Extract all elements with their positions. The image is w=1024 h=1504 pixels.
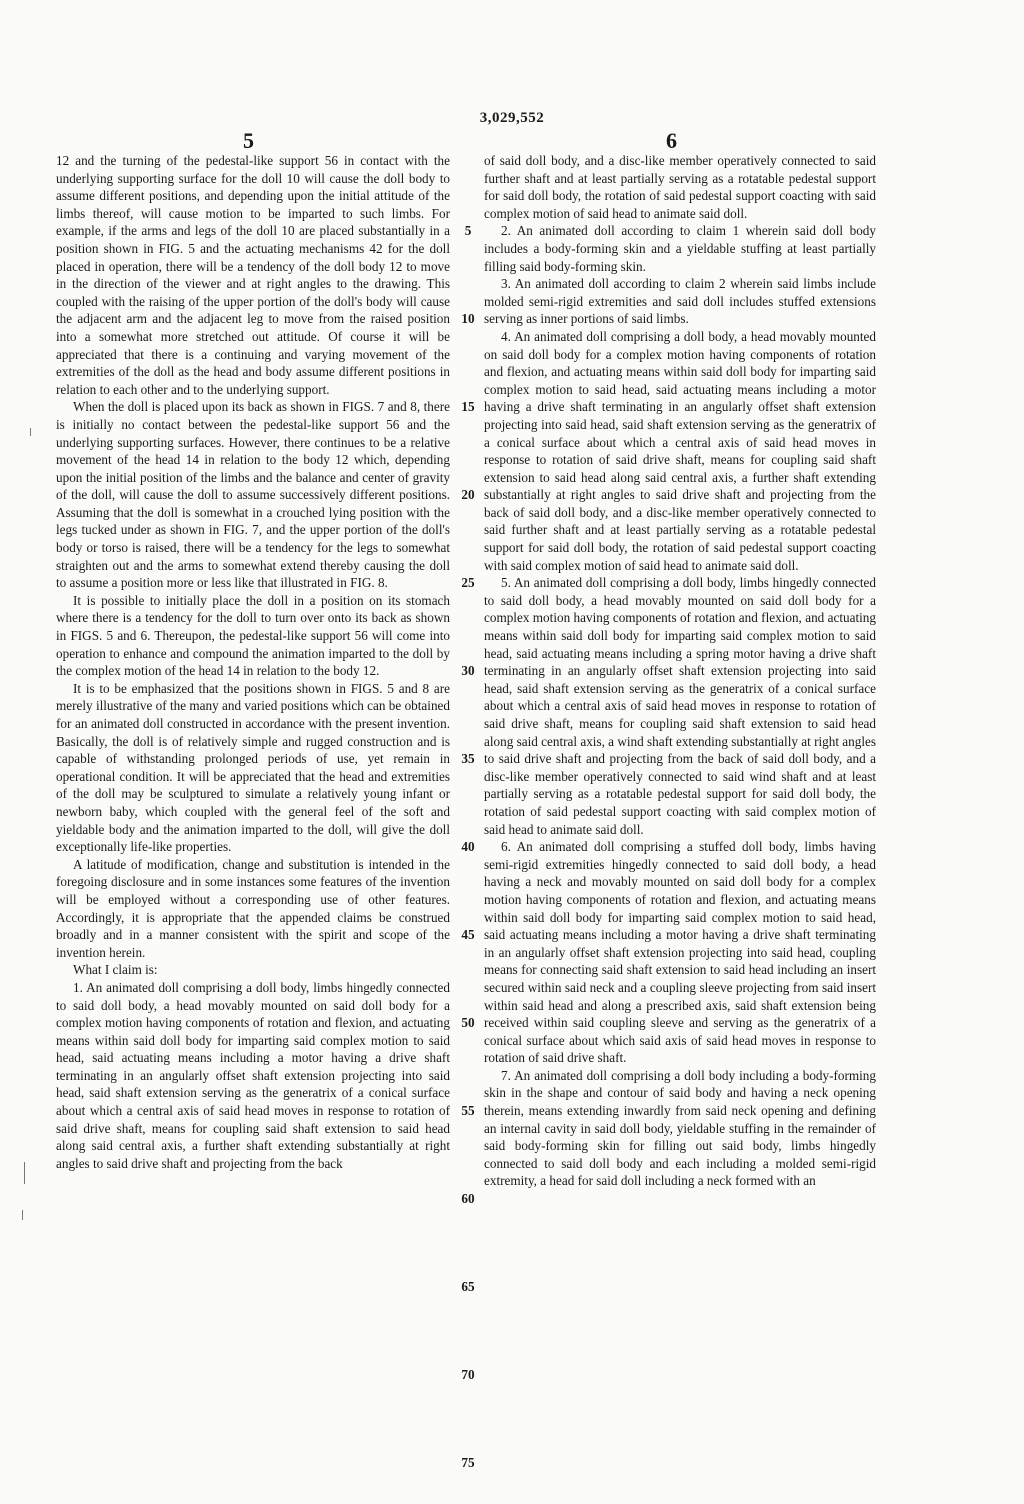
paragraph: What I claim is: (73, 962, 158, 978)
line-number: 30 (461, 663, 475, 679)
column-number-right: 6 (666, 128, 677, 153)
paragraph: 6. An animated doll comprising a stuffed doll body, limbs having semi-rigid extremities hingedly connected to said doll body, a head having a neck and movably mounted on said doll body for a complex motion having components of rotation and flexion, and actuating means within said doll body for imparting said complex motion to said head, said actuating means including a motor having a drive shaft terminating in an angularly offset shaft extension projecting into said head, coupling means for connecting said shaft extension to said head including an insert secured within said neck and a coupling sleeve projecting from said insert within said head and along a prescribed axis, said shaft extension being received within said coupling sleeve and serving as the generatrix of a conical surface about which said axis of said head moves in response to rotation of said drive shaft. (484, 839, 876, 1066)
paragraph: 1. An animated doll comprising a doll body, limbs hingedly connected to said doll body, a head movably mounted on said doll body for a complex motion having components of rotation and flexion, and actuating means within said doll body for imparting said complex motion to said head, said actuating means including a motor having a drive shaft terminating in an angularly offset shaft extension projecting into said head, said shaft extension serving as the generatrix of a conical surface about which a central axis of said head moves in response to rotation of said drive shaft, means for coupling said shaft extension to said head along said central axis, a further shaft extending substantially at right angles to said drive shaft and projecting from the back (56, 979, 450, 1171)
left-text-column (56, 152, 450, 1172)
right-text-column (484, 152, 876, 1190)
line-number: 55 (461, 1103, 475, 1119)
paragraph: 3. An animated doll according to claim 2 wherein said limbs include molded semi-rigid extremities and said doll includes stuffed extensions serving as inner portions of said limbs. (484, 276, 876, 327)
margin-mark (24, 1162, 25, 1184)
line-number: 70 (461, 1367, 475, 1383)
paragraph: 2. An animated doll according to claim 1 wherein said doll body includes a body-forming skin and a yieldable stuffing at least partially filling said body-forming skin. (484, 223, 876, 274)
paragraph: 4. An animated doll comprising a doll body, a head movably mounted on said doll body for a complex motion having components of rotation and flexion, and actuating means within said doll body for imparting said complex motion to said head, said actuating means including a motor having a drive shaft terminating in an angularly offset shaft extension projecting into said head, said shaft extension serving as the generatrix of a conical surface about which a central axis of said head moves in response to rotation of said drive shaft, means for coupling said shaft extension to said head along said central axis, a further shaft extending substantially at right angles to said drive shaft and projecting from the back of said doll body, and a disc-like member operatively connected to said further shaft and at least partially serving as a rotatable pedestal support for said doll body, the rotation of said pedestal support coacting with said complex motion of said head to animate said doll. (484, 328, 876, 573)
paragraph: 7. An animated doll comprising a doll body including a body-forming skin in the shape and contour of said body and having a neck opening therein, means extending inwardly from said neck opening and defining an internal cavity in said doll body, yieldable stuffing in the remainder of said body-forming skin for filling out said body, limbs hingedly connected to said doll body and each including a molded semi-rigid extremity, a head for said doll including a neck formed with an (484, 1067, 876, 1189)
line-number: 75 (461, 1455, 475, 1471)
paragraph: When the doll is placed upon its back as shown in FIGS. 7 and 8, there is initially no contact between the pedestal-like support 56 and the underlying supporting surfaces. However, there continues to be a relative movement of the head 14 in relation to the body 12 which, depending upon the initial position of the limbs and the balance and center of gravity of the doll, will cause the doll to assume successively different positions. Assuming that the doll is somewhat in a crouched lying position with the legs tucked under as shown in FIG. 7, and the upper portion of the doll's body or torso is raised, there will be a tendency for the legs to somewhat straighten out and the arms to somewhat extend thereby causing the doll to assume a position more or less like that illustrated in FIG. 8. (56, 399, 450, 591)
line-number: 5 (464, 223, 472, 239)
paragraph: 5. An animated doll comprising a doll body, limbs hingedly connected to said doll body, a head movably mounted on said doll body for a complex motion having components of rotation and flexion, and actuating means within said doll body for imparting said complex motion to said head, said actuating means including a spring motor having a drive shaft terminating in an angularly offset shaft extension projecting into said head, said shaft extension serving as the generatrix of a conical surface about which a central axis of said head moves in response to rotation of said drive shaft, means for coupling said shaft extension to said head along said central axis, a wind shaft extending substantially at right angles to said drive shaft and projecting from the back of said doll body, and a disc-like member operatively connected to said wind shaft and at least partially serving as a rotatable pedestal support for said doll body, the rotation of said pedestal support coacting with said complex motion of said head to animate said doll. (484, 575, 876, 837)
paragraph: 12 and the turning of the pedestal-like support 56 in contact with the underlying supporting surface for the doll 10 will cause the doll body to assume different positions, and depending upon the initial attitude of the limbs thereof, will cause motion to be imparted to such limbs. For example, if the arms and legs of the doll 10 are placed substantially in a position shown in FIG. 5 and the actuating mechanisms 42 for the doll placed in operation, there will be a tendency of the doll body 12 to move in the direction of the viewer and at right angles to the drawing. This coupled with the raising of the upper portion of the doll's body will cause the adjacent arm and the adjacent leg to move from the raised position into a somewhat more stretched out attitude. Of course it will be appreciated that there is a continuing and varying movement of the extremities of the doll as the head and body assume different positions in relation to each other and to the underlying support. (56, 153, 450, 397)
margin-mark (22, 1210, 23, 1220)
line-number: 35 (461, 751, 475, 767)
line-number: 20 (461, 487, 475, 503)
line-number: 10 (461, 311, 475, 327)
margin-mark (30, 428, 31, 436)
line-number: 15 (461, 399, 475, 415)
patent-number: 3,029,552 (479, 110, 545, 126)
paragraph: A latitude of modification, change and substitution is intended in the foregoing disclosure and in some instances some features of the invention will be employed without a corresponding use of other features. Accordingly, it is appropriate that the appended claims be construed broadly and in a manner consistent with the spirit and scope of the invention herein. (56, 856, 450, 960)
line-number: 40 (461, 839, 475, 855)
paragraph: It is possible to initially place the doll in a position on its stomach where there is a tendency for the doll to turn over onto its back as shown in FIGS. 5 and 6. Thereupon, the pedestal-like support 56 will come into operation to enhance and compound the animation imparted to the doll by the complex motion of the head 14 in relation to the body 12. (56, 592, 450, 679)
paragraph: It is to be emphasized that the positions shown in FIGS. 5 and 8 are merely illustrative of the many and varied positions which can be obtained for an animated doll constructed in accordance with the present invention. Basically, the doll is of relatively simple and rugged construction and is capable of withstanding prolonged periods of use, yet remain in operational condition. It will be appreciated that the head and extremities of the doll may be sculptured to simulate a relatively young infant or newborn baby, which coupled with the general feel of the soft and yieldable body and the animation imparted to the doll, will give the doll exceptionally life-like properties. (56, 680, 450, 855)
paragraph: of said doll body, and a disc-like member operatively connected to said further shaft and at least partially serving as a rotatable pedestal support for said doll body, the rotation of said pedestal support coacting with said complex motion of said head to animate said doll. (484, 153, 876, 221)
column-number-left: 5 (243, 128, 254, 153)
line-number: 60 (461, 1191, 475, 1207)
line-number: 50 (461, 1015, 475, 1031)
line-number: 25 (461, 575, 475, 591)
line-number: 65 (461, 1279, 475, 1295)
line-number: 45 (461, 927, 475, 943)
